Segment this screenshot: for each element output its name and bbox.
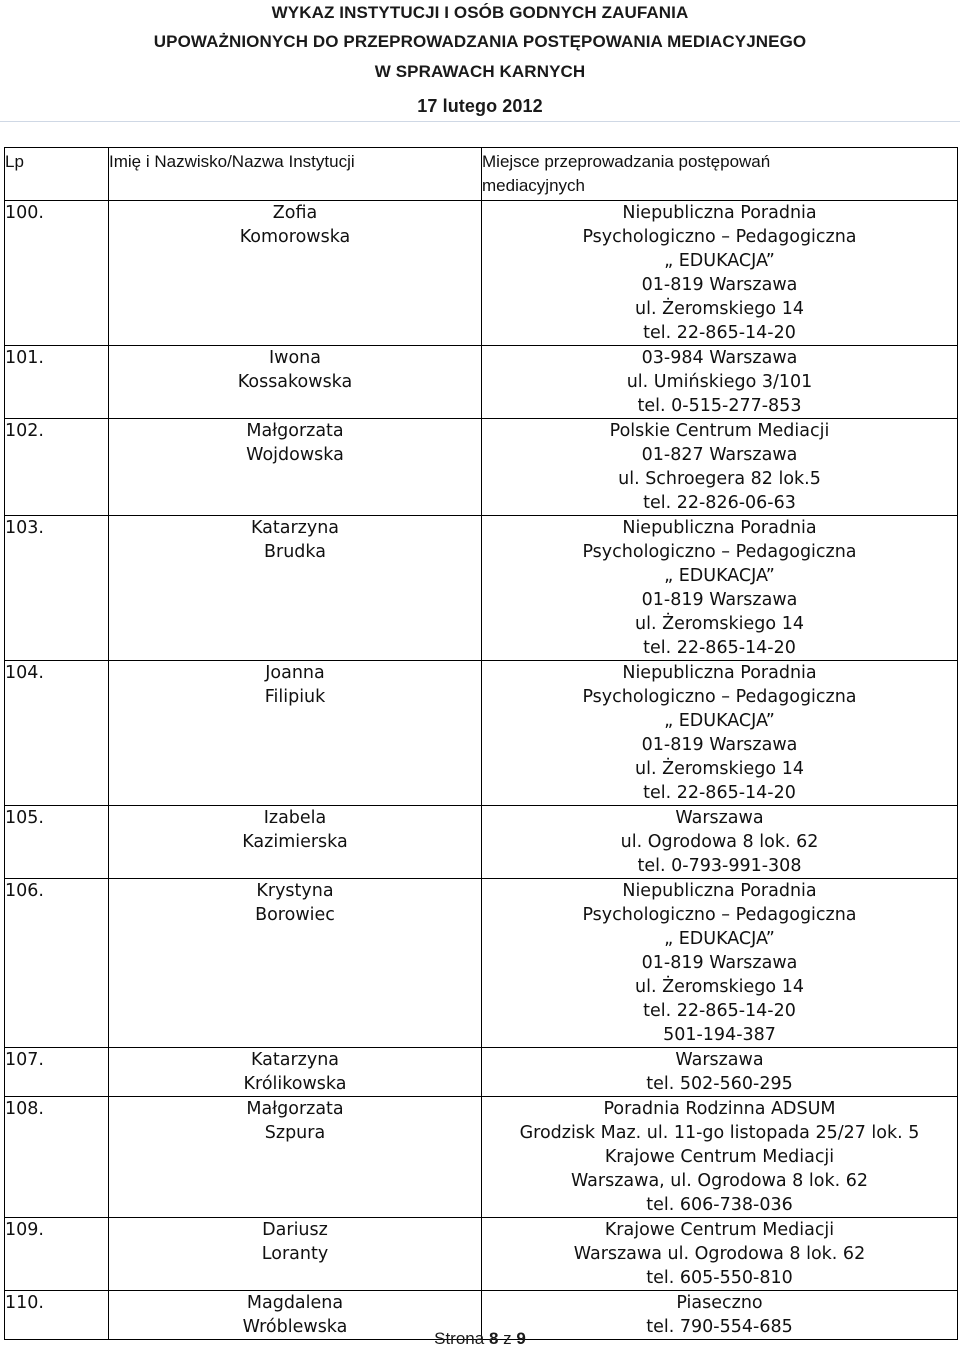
table-body: [5, 201, 958, 1340]
mediator-name-line: Loranty: [261, 1244, 329, 1264]
mediator-name-line: Filipiuk: [264, 687, 326, 707]
mediation-location-line: tel. 22-865-14-20: [643, 323, 796, 343]
mediation-location-line: 01-827 Warszawa: [641, 445, 798, 465]
mediation-location: [482, 419, 958, 516]
mediator-name: [109, 1048, 482, 1097]
mediation-location-line: Niepubliczna Poradnia: [622, 663, 817, 683]
mediation-location-line: tel. 22-865-14-20: [643, 783, 796, 803]
mediation-location-line: „ EDUKACJA”: [664, 929, 775, 949]
mediation-location: [482, 1048, 958, 1097]
mediator-name-line: Katarzyna: [250, 1050, 340, 1070]
page-number-separator: z: [503, 1329, 512, 1348]
mediator-name: [109, 879, 482, 1048]
mediation-location-line: 01-819 Warszawa: [641, 953, 798, 973]
mediation-location-line: tel. 22-865-14-20: [643, 638, 796, 658]
mediation-location-line: 01-819 Warszawa: [641, 590, 798, 610]
mediation-location-line: Niepubliczna Poradnia: [622, 518, 817, 538]
table-row: [5, 201, 958, 346]
row-number: 107.: [5, 1048, 109, 1097]
document-header: [0, 0, 960, 126]
table-row: [5, 806, 958, 879]
mediator-name: [109, 346, 482, 419]
mediation-location-line: Psychologiczno – Pedagogiczna: [582, 687, 857, 707]
mediation-location-line: tel. 0-515-277-853: [637, 396, 802, 416]
mediation-location-line: Krajowe Centrum Mediacji: [604, 1220, 835, 1240]
table-row: [5, 419, 958, 516]
column-header-name: Imię i Nazwisko/Nazwa Instytucji: [109, 148, 482, 201]
table-row: [5, 1097, 958, 1218]
mediation-location-line: tel. 606-738-036: [646, 1195, 793, 1215]
mediation-location-line: Polskie Centrum Mediacji: [609, 421, 830, 441]
mediation-location-line: Warszawa ul. Ogrodowa 8 lok. 62: [573, 1244, 866, 1264]
mediation-location: [482, 1218, 958, 1291]
column-header-place-line-1: Miejsce przeprowadzania postępowań: [482, 152, 771, 171]
mediator-name: [109, 1218, 482, 1291]
mediation-location: [482, 201, 958, 346]
mediation-location: [482, 879, 958, 1048]
row-number: 110.: [5, 1291, 109, 1340]
table-row: [5, 1048, 958, 1097]
mediator-name-line: Komorowska: [239, 227, 351, 247]
mediator-name: [109, 661, 482, 806]
mediation-location-line: Niepubliczna Poradnia: [622, 881, 817, 901]
mediation-location-line: Psychologiczno – Pedagogiczna: [582, 905, 857, 925]
mediation-location-line: ul. Żeromskiego 14: [635, 759, 804, 779]
mediation-location-line: ul. Żeromskiego 14: [635, 977, 804, 997]
mediation-location-line: tel. 22-826-06-63: [643, 493, 796, 513]
row-number: 109.: [5, 1218, 109, 1291]
mediation-location-line: Niepubliczna Poradnia: [622, 203, 817, 223]
mediation-location-line: 501-194-387: [663, 1025, 776, 1045]
header-title-line-3: W SPRAWACH KARNYCH: [374, 62, 586, 81]
mediator-name-line: Izabela: [263, 808, 327, 828]
mediator-name-line: Małgorzata: [246, 421, 344, 441]
table-row: [5, 879, 958, 1048]
mediation-location-line: 01-819 Warszawa: [641, 735, 798, 755]
mediator-name-line: Joanna: [265, 663, 325, 683]
mediation-location-line: 03-984 Warszawa: [641, 348, 798, 368]
mediation-location: [482, 661, 958, 806]
mediator-name-line: Zofia: [272, 203, 318, 223]
mediator-name-line: Szpura: [264, 1123, 326, 1143]
mediator-name: [109, 419, 482, 516]
mediation-location: [482, 1097, 958, 1218]
table-row: [5, 346, 958, 419]
row-number: 106.: [5, 879, 109, 1048]
mediator-name-line: Wojdowska: [246, 445, 344, 465]
header-title-line-2: UPOWAŻNIONYCH DO PRZEPROWADZANIA POSTĘPOWANIA MEDIACYJNEGO: [153, 32, 807, 51]
table-row: [5, 516, 958, 661]
mediator-name-line: Kossakowska: [237, 372, 353, 392]
mediator-name-line: Borowiec: [255, 905, 335, 925]
mediation-location: [482, 806, 958, 879]
mediator-name-line: Iwona: [269, 348, 321, 368]
mediation-location-line: „ EDUKACJA”: [664, 711, 775, 731]
page-number-label: Strona: [434, 1329, 485, 1348]
mediator-name: [109, 806, 482, 879]
table-header-row: [5, 148, 958, 201]
table-row: [5, 661, 958, 806]
mediation-location-line: „ EDUKACJA”: [664, 251, 775, 271]
mediation-location-line: Psychologiczno – Pedagogiczna: [582, 227, 857, 247]
mediator-name-line: Królikowska: [243, 1074, 347, 1094]
header-title-line-1: WYKAZ INSTYTUCJI I OSÓB GODNYCH ZAUFANIA: [271, 3, 689, 22]
mediation-location: [482, 516, 958, 661]
row-number: 101.: [5, 346, 109, 419]
mediator-name-line: Kazimierska: [242, 832, 348, 852]
mediator-name: [109, 1097, 482, 1218]
mediation-location-line: tel. 790-554-685: [646, 1317, 793, 1337]
mediation-location-line: Warszawa, ul. Ogrodowa 8 lok. 62: [571, 1171, 868, 1191]
mediation-location-line: tel. 605-550-810: [646, 1268, 793, 1288]
mediation-location-line: Warszawa: [675, 808, 764, 828]
mediator-name-line: Wróblewska: [242, 1317, 348, 1337]
mediation-location-line: tel. 502-560-295: [646, 1074, 793, 1094]
mediation-location-line: 01-819 Warszawa: [641, 275, 798, 295]
mediation-location-line: ul. Żeromskiego 14: [635, 614, 804, 634]
mediation-location-line: ul. Umińskiego 3/101: [626, 372, 813, 392]
mediation-location-line: tel. 0-793-991-308: [637, 856, 802, 876]
page-number-total: 9: [516, 1329, 526, 1348]
mediation-location-line: tel. 22-865-14-20: [643, 1001, 796, 1021]
row-number: 108.: [5, 1097, 109, 1218]
row-number: 103.: [5, 516, 109, 661]
mediation-location: [482, 346, 958, 419]
mediation-location-line: Psychologiczno – Pedagogiczna: [582, 542, 857, 562]
column-header-lp: Lp: [5, 148, 109, 201]
column-header-place: [482, 148, 958, 201]
mediation-location-line: Poradnia Rodzinna ADSUM: [603, 1099, 836, 1119]
row-number: 100.: [5, 201, 109, 346]
mediation-location-line: ul. Ogrodowa 8 lok. 62: [620, 832, 819, 852]
header-divider: [0, 121, 960, 122]
mediator-name-line: Katarzyna: [250, 518, 340, 538]
mediation-location-line: ul. Żeromskiego 14: [635, 299, 804, 319]
mediation-location-line: Krajowe Centrum Mediacji: [604, 1147, 835, 1167]
mediation-location-line: Warszawa: [675, 1050, 764, 1070]
mediation-location-line: Piaseczno: [676, 1293, 763, 1313]
mediator-name: [109, 516, 482, 661]
mediator-name-line: Małgorzata: [246, 1099, 344, 1119]
mediators-table: [4, 147, 958, 1340]
page-number-current: 8: [488, 1329, 499, 1348]
mediator-name-line: Brudka: [264, 542, 326, 562]
mediation-location-line: ul. Schroegera 82 lok.5: [618, 469, 821, 489]
mediator-name-line: Dariusz: [262, 1220, 328, 1240]
row-number: 104.: [5, 661, 109, 806]
mediator-name: [109, 201, 482, 346]
row-number: 102.: [5, 419, 109, 516]
header-date: 17 lutego 2012: [417, 96, 543, 116]
table-row: [5, 1218, 958, 1291]
mediation-location-line: „ EDUKACJA”: [664, 566, 775, 586]
mediation-location-line: Grodzisk Maz. ul. 11-go listopada 25/27 lok. 5: [519, 1123, 920, 1143]
mediator-name-line: Krystyna: [256, 881, 334, 901]
column-header-place-line-2: mediacyjnych: [482, 176, 585, 195]
row-number: 105.: [5, 806, 109, 879]
mediator-name-line: Magdalena: [246, 1293, 344, 1313]
